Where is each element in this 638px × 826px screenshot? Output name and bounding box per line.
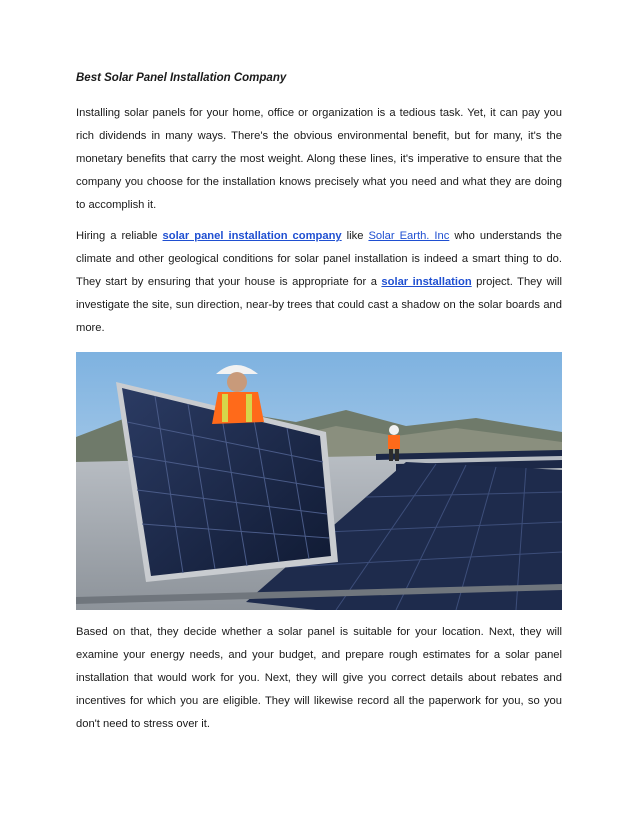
solar-installation-photo-illustration xyxy=(76,352,562,610)
paragraph-intro: Installing solar panels for your home, office or organization is a tedious task. Yet, it can pay you rich dividends in many ways. There's the obvious environmental benefit, but for many, it's the monetary benefits that carry the most weight. Along these lines, it's imperative to ensure that the company you choose for the installation knows precisely what you need and what they are doing to accomplish it. xyxy=(76,107,562,211)
solar-panel-installation-company-link[interactable]: solar panel installation company xyxy=(162,230,342,242)
document-heading: Best Solar Panel Installation Company xyxy=(76,72,287,84)
solar-earth-inc-link[interactable]: Solar Earth. Inc xyxy=(368,230,450,242)
solar-installation-photo xyxy=(76,352,562,610)
paragraph-estimates: Based on that, they decide whether a solar panel is suitable for your location. Next, they will examine your energy needs, and your budget, and prepare rough estimates for a solar panel installation that would work for you. Next, they will give you correct details about rebates and incentives for which you are eligible. They will likewise record all the paperwork for you, so you don't need to stress over it. xyxy=(76,626,562,730)
paragraph-hiring-text-3: who understands the climate and other geological conditions for solar panel installation is indeed a smart thing to do. They start by ensuring that your house is appropriate for a xyxy=(76,230,562,288)
paragraph-hiring-text-2: like xyxy=(341,230,369,242)
paragraph-hiring-text-4: project. They will investigate the site, sun direction, near-by trees that could cast a shadow on the solar boards and more. xyxy=(76,276,562,334)
paragraph-hiring xyxy=(76,225,562,340)
paragraph-hiring-text-1: Hiring a reliable xyxy=(76,230,163,242)
solar-installation-link[interactable]: solar installation xyxy=(381,276,472,288)
foreground-worker xyxy=(212,365,264,424)
